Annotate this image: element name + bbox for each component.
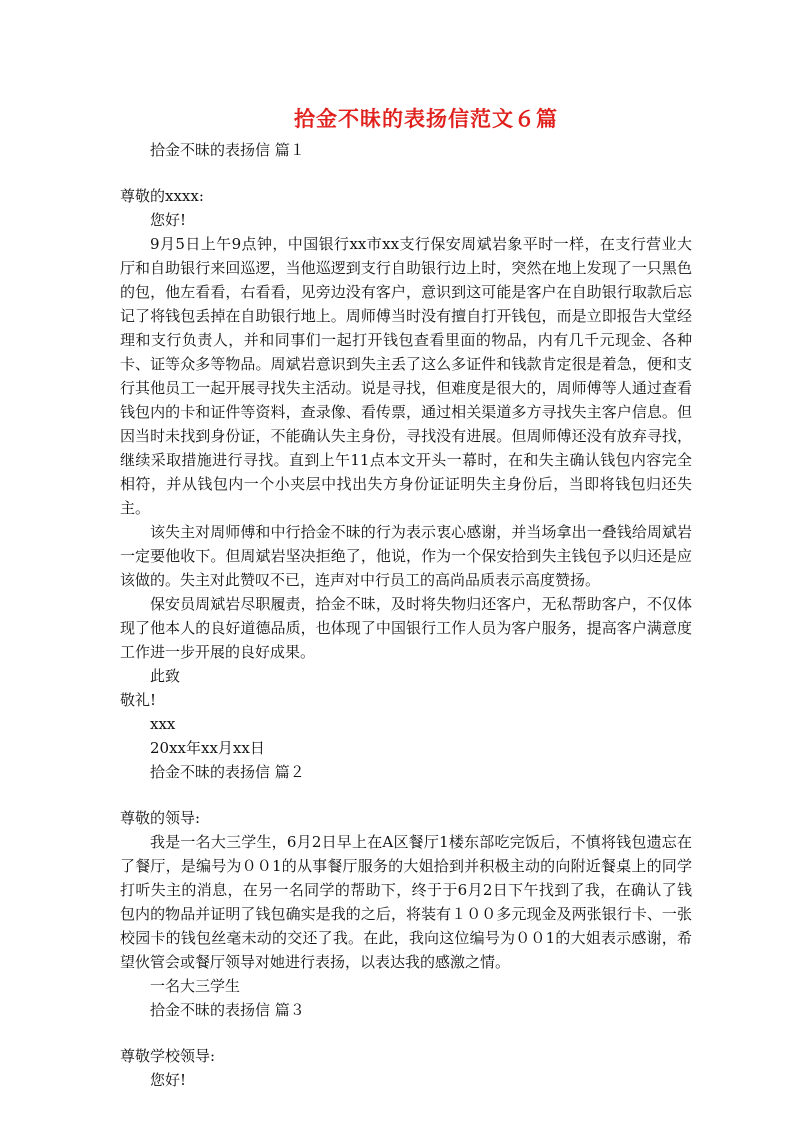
letter1-greeting: 您好! — [150, 211, 187, 229]
document-page — [120, 104, 692, 1092]
letter2-heading: 拾金不昧的表扬信 篇２ — [150, 763, 305, 781]
letter1-heading: 拾金不昧的表扬信 篇１ — [150, 141, 305, 159]
letter2-paragraph-1: 我是一名大三学生，6月2日早上在A区餐厅1楼东部吃完饭后，不慎将钱包遗忘在了餐厅，是编号为００1的从事餐厅服务的大姐拾到并积极主动的向附近餐桌上的同学打听失主的消息，在另一名同学的帮助下，终于于6月2日下午找到了我，在确认了钱包内的物品并证明了钱包确实是我的之后，将装有１００多元现金及两张银行卡、一张校园卡的钱包丝毫未动的交还了我。在此，我向这位编号为００1的大姐表示感谢，希望伙管会或餐厅领导对她进行表扬，以表达我的感激之情。 — [120, 833, 692, 971]
letter1-closing: 此致 — [150, 667, 181, 685]
letter1-date: 20xx年xx月xx日 — [150, 739, 265, 757]
letter3-salutation: 尊敬学校领导: — [120, 1047, 216, 1065]
letter1-paragraph-3: 保安员周斌岩尽职履责，拾金不昧，及时将失物归还客户，无私帮助客户，不仅体现了他本人的良好道德品质，也体现了中国银行工作人员为客户服务，提高客户满意度工作进一步开展的良好成果。 — [120, 595, 692, 661]
letter2-salutation: 尊敬的领导: — [120, 809, 201, 827]
document-title: 拾金不昧的表扬信范文６篇 — [294, 106, 558, 131]
letter3-greeting: 您好! — [150, 1071, 187, 1089]
letter1-paragraph-1: 9月5日上午9点钟，中国银行xx市xx支行保安周斌岩象平时一样，在支行营业大厅和自助银行来回巡逻，当他巡逻到支行自助银行边上时，突然在地上发现了一只黑色的包，他左看看，右看看，见旁边没有客户，意识到这可能是客户在自助银行取款后忘记了将钱包丢掉在自助银行地上。周师傅当时没有擅自打开钱包，而是立即报告大堂经理和支行负责人，并和同事们一起打开钱包查看里面的物品，内有几千元现金、各种卡、证等众多等物品。周斌岩意识到失主丢了这么多证件和钱款肯定很是着急，便和支行其他员工一起开展寻找失主活动。说是寻找，但难度是很大的，周师傅等人通过查看钱包内的卡和证件等资料，查录像、看传票，通过相关渠道多方寻找失主客户信息。但因当时未找到身份证，不能确认失主身份，寻找没有进展。但周师傅还没有放弃寻找，继续采取措施进行寻找。直到上午11点本文开头一幕时，在和失主确认钱包内容完全相符，并从钱包内一个小夹层中找出失方身份证证明失主身份后，当即将钱包归还失主。 — [120, 235, 692, 517]
letter1-signer: xxx — [150, 715, 176, 733]
letter1-paragraph-2: 该失主对周师傅和中行拾金不昧的行为表示衷心感谢，并当场拿出一叠钱给周斌岩一定要他收下。但周斌岩坚决拒绝了，他说，作为一个保安拾到失主钱包予以归还是应该做的。失主对此赞叹不已，连声对中行员工的高尚品质表示高度赞扬。 — [120, 523, 692, 589]
letter1-salutation: 尊敬的xxxx: — [120, 187, 204, 205]
letter3-heading: 拾金不昧的表扬信 篇３ — [150, 1001, 305, 1019]
letter1-regards: 敬礼! — [120, 691, 157, 709]
letter2-signer: 一名大三学生 — [150, 977, 241, 995]
